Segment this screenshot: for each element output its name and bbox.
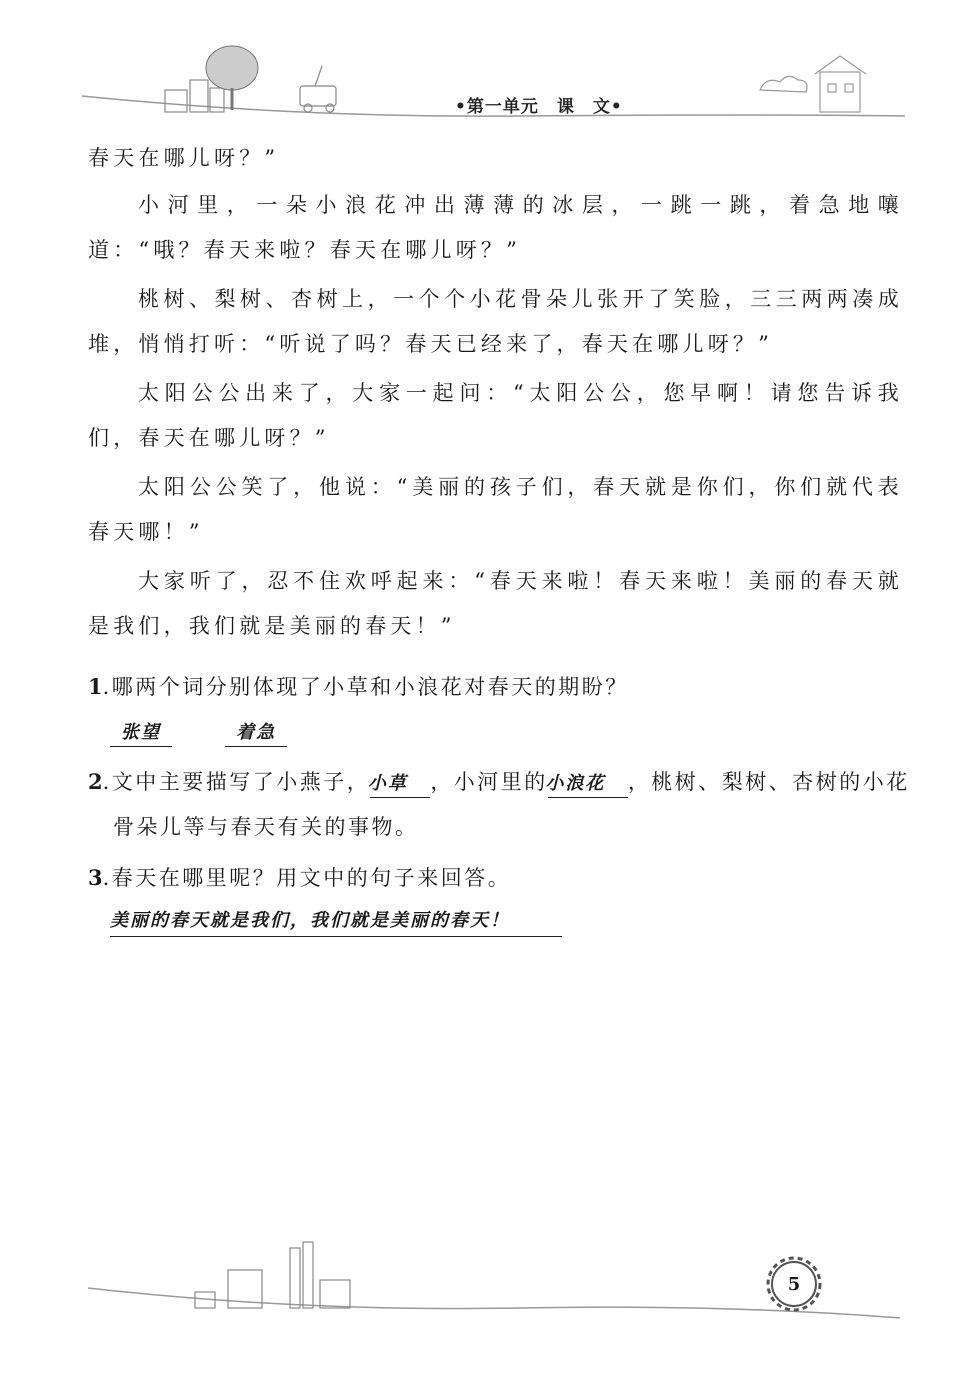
passage-paragraph-2: 小河里，一朵小浪花冲出薄薄的冰层，一跳一跳，着急地嚷道：“哦？春天来啦？春天在哪儿呀？” (88, 193, 903, 262)
passage-paragraph-3: 桃树、梨树、杏树上，一个个小花骨朵儿张开了笑脸，三三两两凑成堆，悄悄打听：“听说了吗？春天已经来了，春天在哪儿呀？” (88, 287, 903, 356)
question-3 (88, 855, 903, 901)
question-number: 3 (88, 865, 103, 890)
question-number: 1 (88, 674, 103, 699)
question-2 (88, 759, 928, 850)
section-header-title: •第一单元 课 文• (455, 97, 623, 117)
tree-icon (206, 46, 258, 110)
passage-paragraph-6: 大家听了，忍不住欢呼起来：“春天来啦！春天来啦！美丽的春天就是我们，我们就是美丽的春天！” (88, 569, 903, 638)
footer-decoration (0, 1230, 979, 1350)
passage-paragraph-4: 太阳公公出来了，大家一起问：“太阳公公，您早啊！请您告诉我们，春天在哪儿呀？” (88, 381, 903, 450)
question-1 (88, 664, 903, 710)
answer-blank: 小浪花 (548, 771, 628, 798)
answer-blank: 张望 (110, 720, 172, 747)
page-number: 5 (787, 1273, 801, 1295)
question-text: .文中主要描写了小燕子， (102, 770, 371, 794)
question-text: .春天在哪里呢？用文中的句子来回答。 (102, 866, 512, 890)
question-text: ，小河里的 (430, 770, 548, 794)
question-1-answers (110, 720, 287, 747)
passage-paragraph-1: 春天在哪儿呀？” (88, 146, 280, 170)
passage-paragraph-5: 太阳公公笑了，他说：“美丽的孩子们，春天就是你们，你们就代表春天哪！” (88, 475, 903, 544)
answer-line: 美丽的春天就是我们，我们就是美丽的春天！ (110, 906, 562, 937)
question-number: 2 (88, 769, 103, 794)
answer-blank: 着急 (225, 720, 287, 747)
header-decoration (0, 0, 979, 140)
question-text: ，桃树、梨树、杏树的小花骨朵儿等与春天有关的事物。 (113, 770, 910, 839)
answer-blank: 小草 (370, 771, 430, 798)
question-text: .哪两个词分别体现了小草和小浪花对春天的期盼？ (102, 675, 629, 699)
